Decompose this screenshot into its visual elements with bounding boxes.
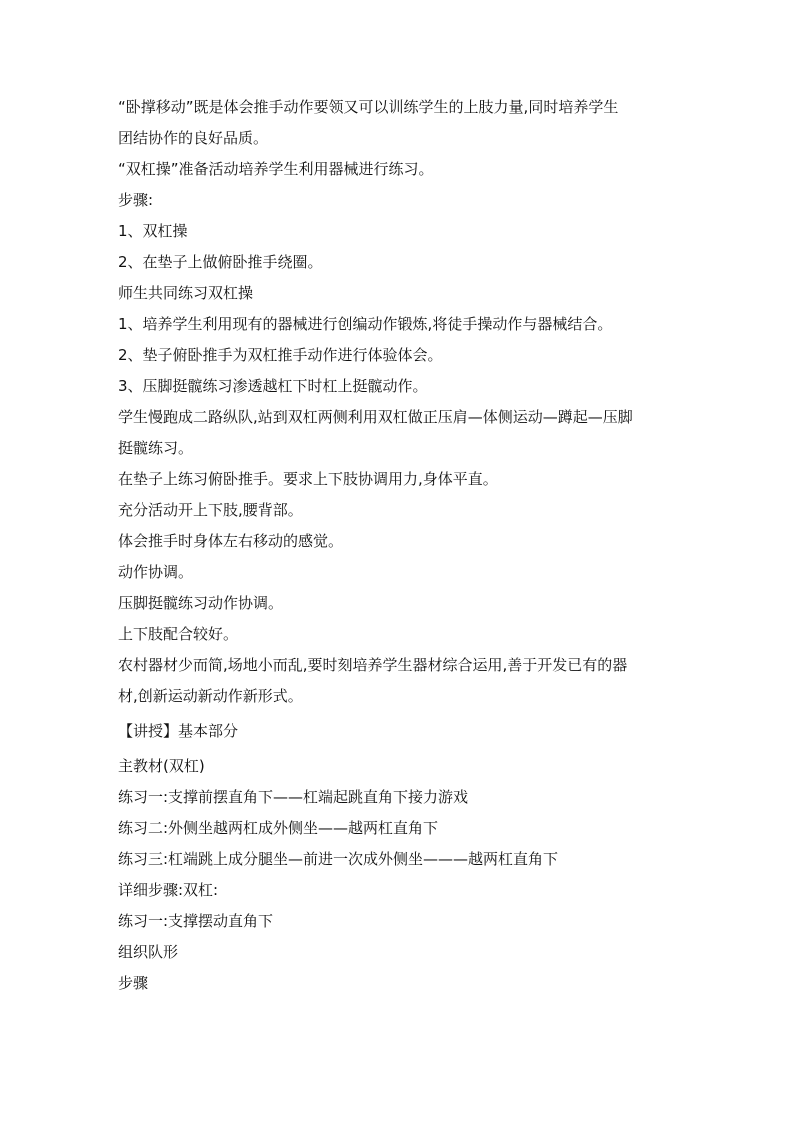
text-line: 练习二:外侧坐越两杠成外侧坐——越两杠直角下	[118, 819, 439, 837]
text-line: 农村器材少而简,场地小而乱,要时刻培养学生器材综合运用,善于开发已有的器	[118, 656, 628, 674]
text-line: 1、培养学生利用现有的器械进行创编动作锻炼,将徒手操动作与器械结合。	[118, 315, 613, 333]
text-line: 1、双杠操	[118, 222, 188, 240]
text-line: 挺髋练习。	[118, 439, 194, 457]
text-line: 上下肢配合较好。	[118, 625, 239, 643]
text-line: 师生共同练习双杠操	[118, 284, 254, 302]
text-line: 体会推手时身体左右移动的感觉。	[118, 532, 344, 550]
text-line: 步骤:	[118, 191, 154, 209]
text-line: 练习一:支撑摆动直角下	[118, 912, 274, 930]
text-line: 材,创新运动新动作新形式。	[118, 687, 303, 705]
text-line: 学生慢跑成二路纵队,站到双杠两侧利用双杠做正压肩—体侧运动—蹲起—压脚	[118, 408, 633, 426]
text-line: 练习一:支撑前摆直角下——杠端起跳直角下接力游戏	[118, 788, 469, 806]
text-line: “卧撑移动”既是体会推手动作要领又可以训练学生的上肢力量,同时培养学生	[118, 98, 619, 116]
text-line: 压脚挺髋练习动作协调。	[118, 594, 284, 612]
text-line: 主教材(双杠)	[118, 757, 205, 775]
text-line: 2、垫子俯卧推手为双杠推手动作进行体验体会。	[118, 346, 443, 364]
text-line: 组织队形	[118, 943, 179, 961]
section-heading: 【讲授】基本部分	[118, 722, 239, 740]
text-line: 充分活动开上下肢,腰背部。	[118, 501, 303, 519]
text-line: 动作协调。	[118, 563, 194, 581]
text-line: 步骤	[118, 974, 149, 992]
text-line: “双杠操”准备活动培养学生利用器械进行练习。	[118, 160, 434, 178]
text-line: 练习三:杠端跳上成分腿坐—前进一次成外侧坐———越两杠直角下	[118, 850, 559, 868]
text-line: 详细步骤:双杠:	[118, 881, 219, 899]
text-line: 团结协作的良好品质。	[118, 129, 269, 147]
document-body	[118, 92, 688, 999]
text-line: 3、压脚挺髋练习渗透越杠下时杠上挺髋动作。	[118, 377, 428, 395]
text-line: 在垫子上练习俯卧推手。要求上下肢协调用力,身体平直。	[118, 470, 498, 488]
text-line: 2、在垫子上做俯卧推手绕圈。	[118, 253, 323, 271]
